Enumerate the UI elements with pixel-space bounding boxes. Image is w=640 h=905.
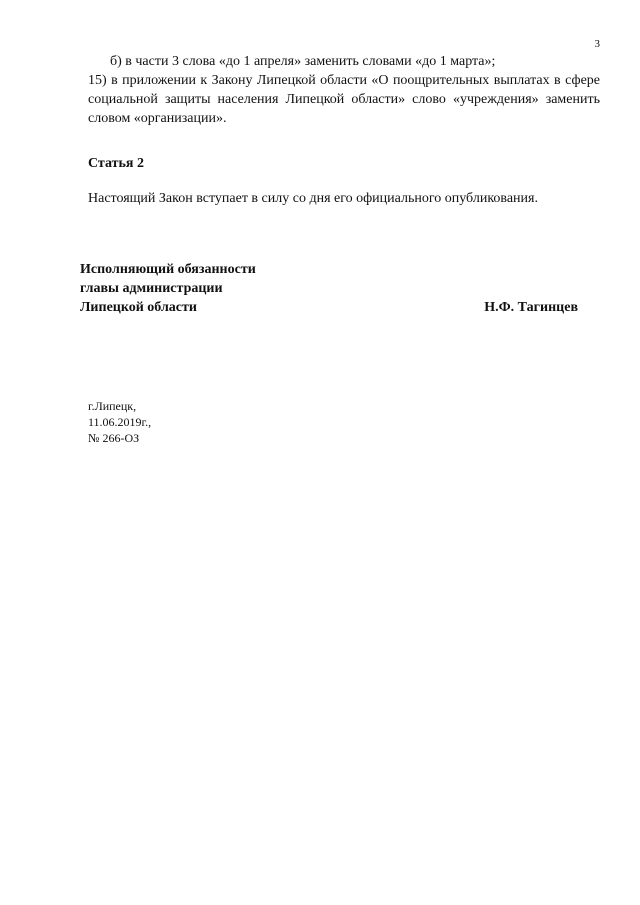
footer-law-number: № 266-ОЗ <box>88 431 140 445</box>
paragraph-item-15: 15) в приложении к Закону Липецкой области «О поощрительных выплатах в сфере социальной защиты населения Липецкой области» слово «учреждения» заменить словом «организации». <box>88 73 600 126</box>
signatory-name: Н.Ф. Тагинцев <box>484 300 578 315</box>
article-heading: Статья 2 <box>88 156 144 171</box>
signature-title-line-1: Исполняющий обязанности <box>80 262 256 277</box>
signature-row <box>80 298 578 317</box>
signature-title-line-2: главы администрации <box>80 281 223 296</box>
paragraph-item-b: б) в части 3 слова «до 1 апреля» заменить словами «до 1 марта»; <box>110 54 496 69</box>
footer-block <box>88 398 151 446</box>
footer-city: г.Липецк, <box>88 399 137 413</box>
signature-block <box>80 260 578 317</box>
signature-title-line-3: Липецкой области <box>80 300 197 315</box>
page-number: 3 <box>594 38 600 50</box>
article-text: Настоящий Закон вступает в силу со дня его официального опубликования. <box>88 191 538 206</box>
footer-date: 11.06.2019г., <box>88 415 152 429</box>
